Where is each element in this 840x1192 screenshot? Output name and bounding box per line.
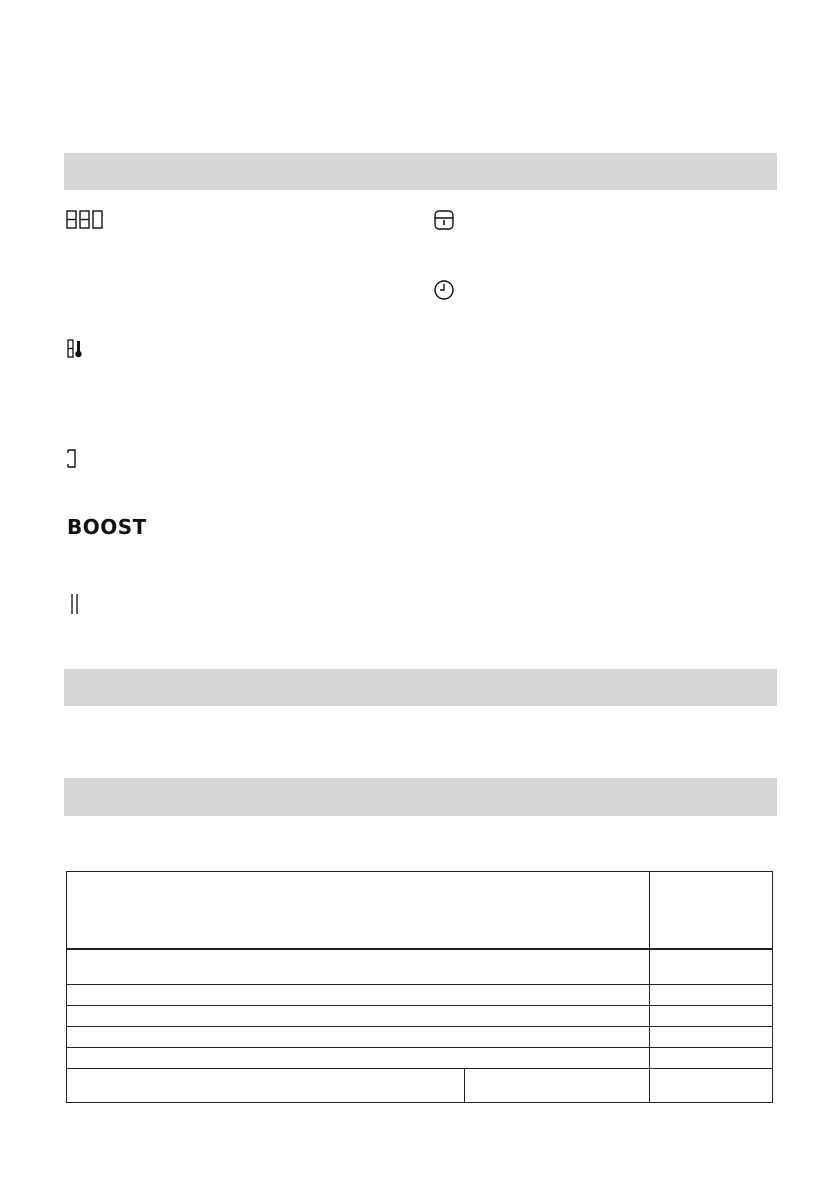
boost-label: BOOST: [67, 515, 147, 539]
table-rule: [67, 1068, 772, 1069]
table-rule: [67, 984, 772, 985]
section-header-2: [64, 669, 777, 706]
cooking-zone-selector-icon: [66, 210, 104, 230]
table-rule: [67, 1026, 772, 1027]
table-divider: [464, 1068, 465, 1102]
heat-setting-icon: [67, 339, 85, 359]
data-table: [66, 871, 773, 1103]
table-rule: [67, 1005, 772, 1006]
section-header-controls: [64, 153, 777, 190]
display-bracket-icon: [67, 449, 77, 469]
timer-clock-icon: [433, 279, 455, 301]
section-header-3: [64, 778, 777, 816]
lock-icon: [433, 209, 455, 231]
pause-icon: [70, 593, 80, 615]
table-rule: [67, 1047, 772, 1048]
table-rule: [67, 948, 772, 950]
